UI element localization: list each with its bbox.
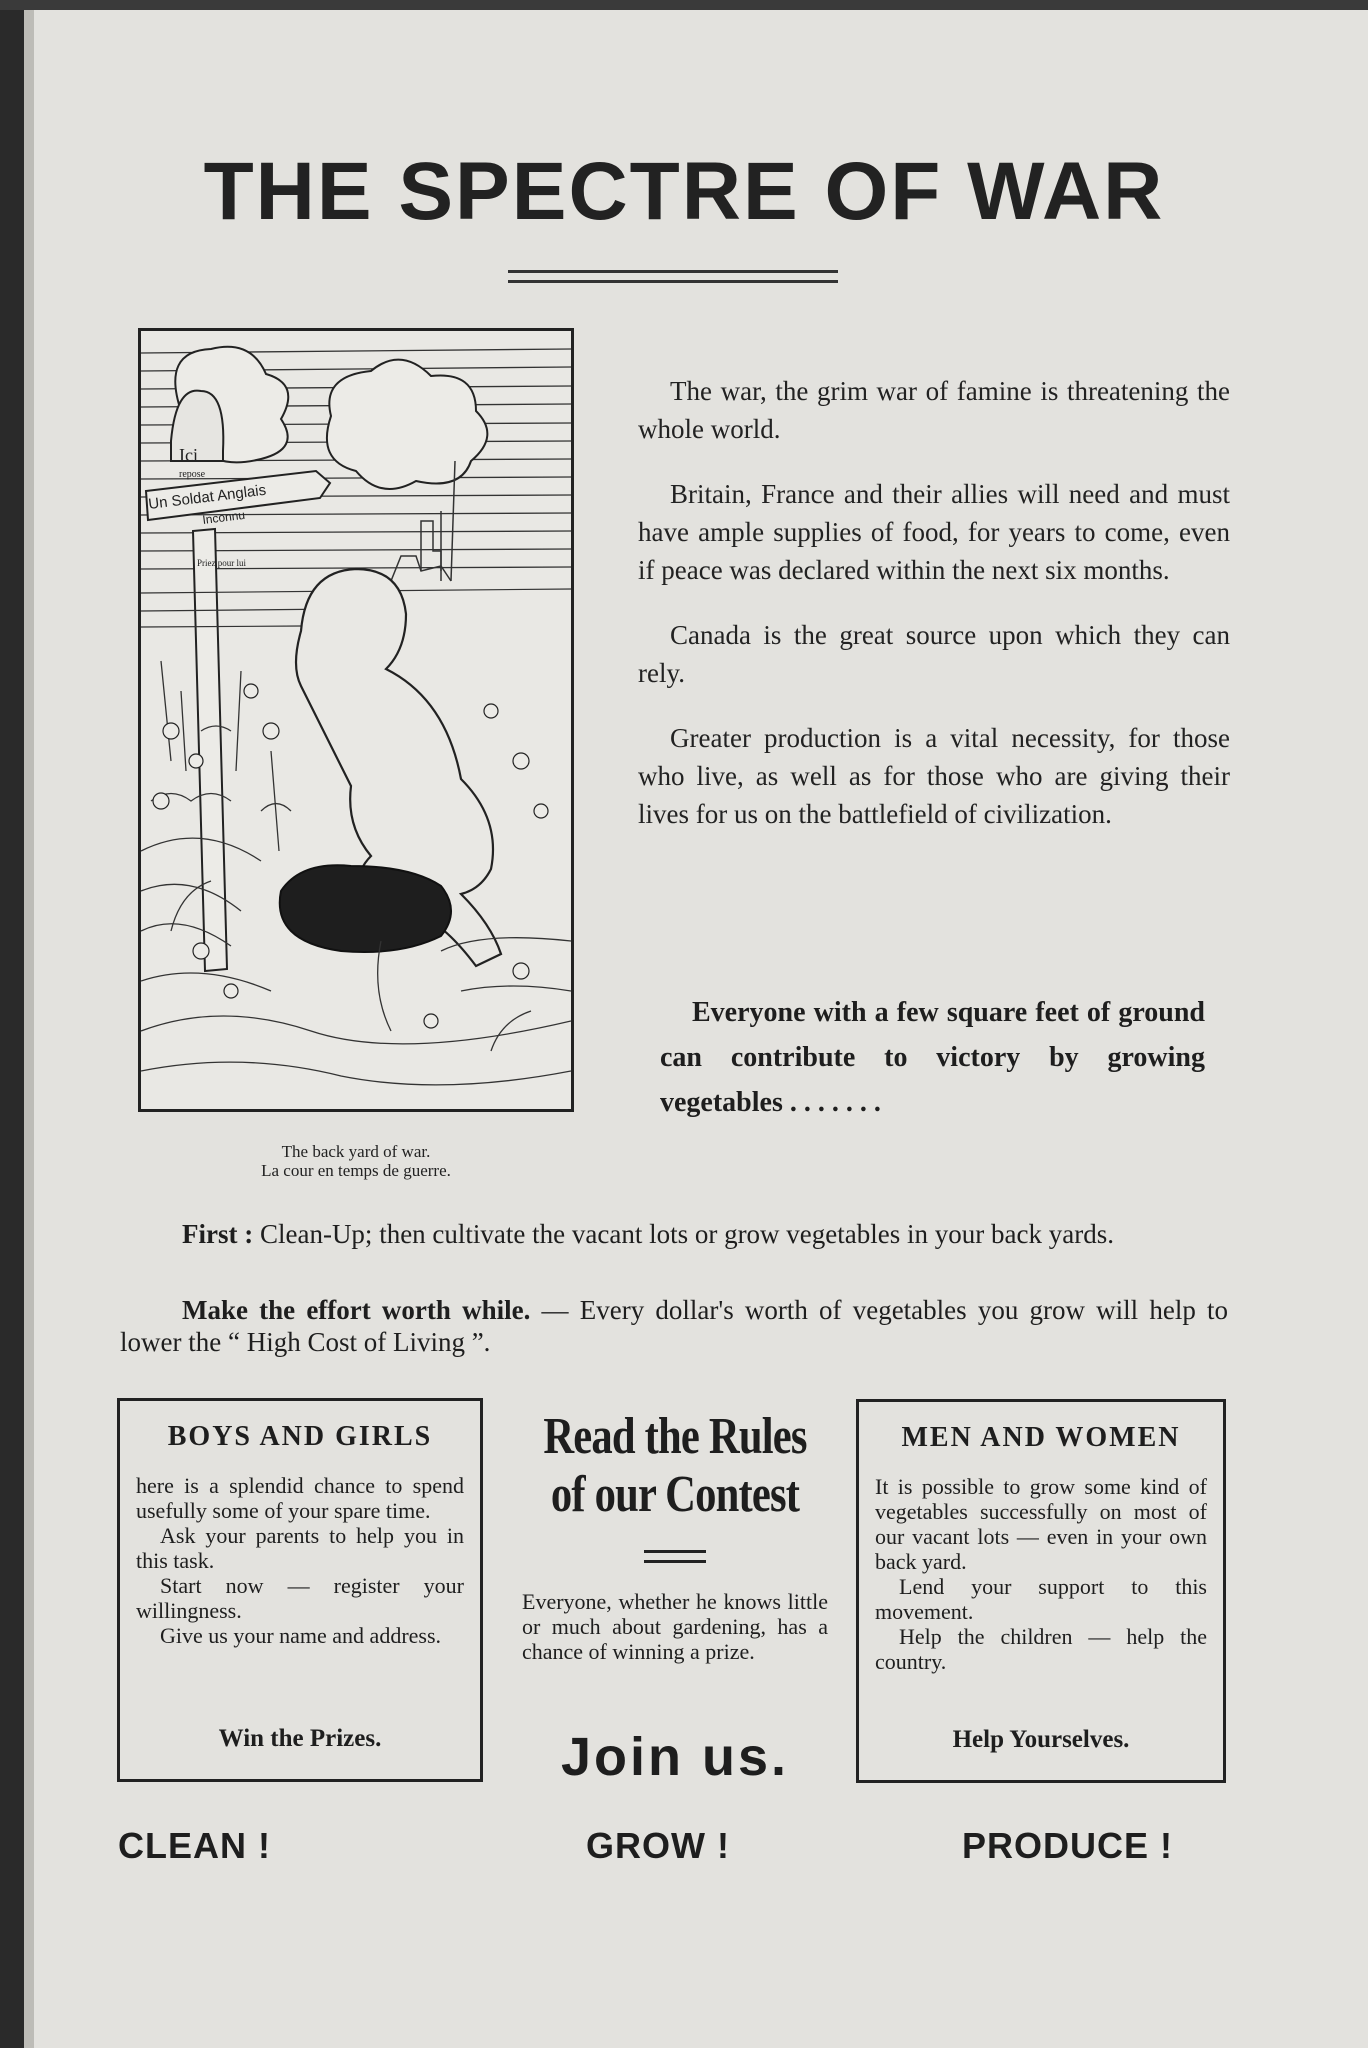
title-rule-top <box>508 270 838 273</box>
slogan-clean: CLEAN ! <box>118 1825 271 1866</box>
paragraph-production: Greater production is a vital necessity, for those who live, as well as for those who are giving their lives for us on the battlefield of civilization. <box>638 723 1230 829</box>
slogan-grow: GROW ! <box>586 1825 730 1866</box>
sign-text-post: Priez pour lui <box>197 558 246 568</box>
contest-column <box>510 1408 840 1787</box>
slogan-produce: PRODUCE ! <box>962 1825 1174 1866</box>
paragraph-famine: The war, the grim war of famine is threatening the whole world. <box>638 376 1230 444</box>
first-paragraph <box>120 1218 1228 1250</box>
sign-text-ici: Ici <box>179 445 198 465</box>
boys-line-4: Give us your name and address. <box>160 1623 442 1648</box>
victory-callout: Everyone with a few square feet of ground can contribute to victory by growing vegetables . . . . . . . <box>660 997 1205 1118</box>
contest-rule-bottom <box>644 1560 706 1563</box>
men-and-women-box <box>856 1399 1226 1783</box>
caption-french: La cour en temps de guerre. <box>261 1161 451 1180</box>
men-line-2: Lend your support to this movement. <box>875 1574 1207 1624</box>
contest-footer: Join us. <box>560 1727 790 1787</box>
title-rule-bottom <box>508 280 838 283</box>
effort-text: — Every dollar's worth of vegetables you grow will help to lower the “ High Cost of Living ”. <box>120 1295 1229 1357</box>
boys-and-girls-box <box>117 1398 483 1782</box>
contest-heading-line-2: of our Contest <box>550 1466 800 1523</box>
men-box-footer: Help Yourselves. <box>952 1726 1130 1753</box>
sign-text-repose: repose <box>179 469 206 480</box>
boys-box-heading: BOYS AND GIRLS <box>167 1421 433 1452</box>
boys-box-body <box>136 1473 464 1648</box>
first-lead: First : <box>182 1219 254 1249</box>
effort-paragraph <box>120 1294 1228 1358</box>
war-garden-illustration <box>138 328 574 1112</box>
caption-english: The back yard of war. <box>281 1142 431 1161</box>
men-box-heading: MEN AND WOMEN <box>901 1422 1181 1453</box>
paragraph-allies: Britain, France and their allies will need and must have ample supplies of food, for years to come, even if peace was declared within the next six months. <box>638 479 1230 585</box>
first-text: Clean-Up; then cultivate the vacant lots or grow vegetables in your back yards. <box>259 1219 1114 1249</box>
boys-line-2: Ask your parents to help you in this task. <box>136 1523 464 1573</box>
effort-lead: Make the effort worth while. <box>182 1295 531 1325</box>
boys-line-3: Start now — register your willingness. <box>136 1573 464 1623</box>
illustration-drawing <box>141 331 571 1109</box>
contest-heading-line-1: Read the Rules <box>543 1408 807 1465</box>
scan-edge-top <box>0 0 1368 10</box>
sign-text-main: Un Soldat Anglais <box>147 481 268 513</box>
men-line-3: Help the children — help the country. <box>875 1624 1207 1674</box>
boys-box-footer: Win the Prizes. <box>218 1725 382 1752</box>
contest-body: Everyone, whether he knows little or much about gardening, has a chance of winning a prize. <box>522 1589 828 1664</box>
sign-text-sub: Inconnu <box>201 507 246 527</box>
illustration-caption <box>138 1142 574 1180</box>
boys-line-1: here is a splendid chance to spend usefully some of your spare time. <box>136 1473 464 1523</box>
men-box-body <box>875 1474 1207 1674</box>
contest-rule-top <box>644 1550 706 1553</box>
paragraph-canada: Canada is the great source upon which they can rely. <box>638 620 1230 688</box>
men-line-1: It is possible to grow some kind of vegetables successfully on most of our vacant lots — even in your own back yard. <box>875 1474 1207 1574</box>
intro-text <box>638 372 1230 860</box>
poster-title: THE SPECTRE OF WAR <box>203 146 1165 237</box>
scan-edge-strip <box>24 0 34 2048</box>
